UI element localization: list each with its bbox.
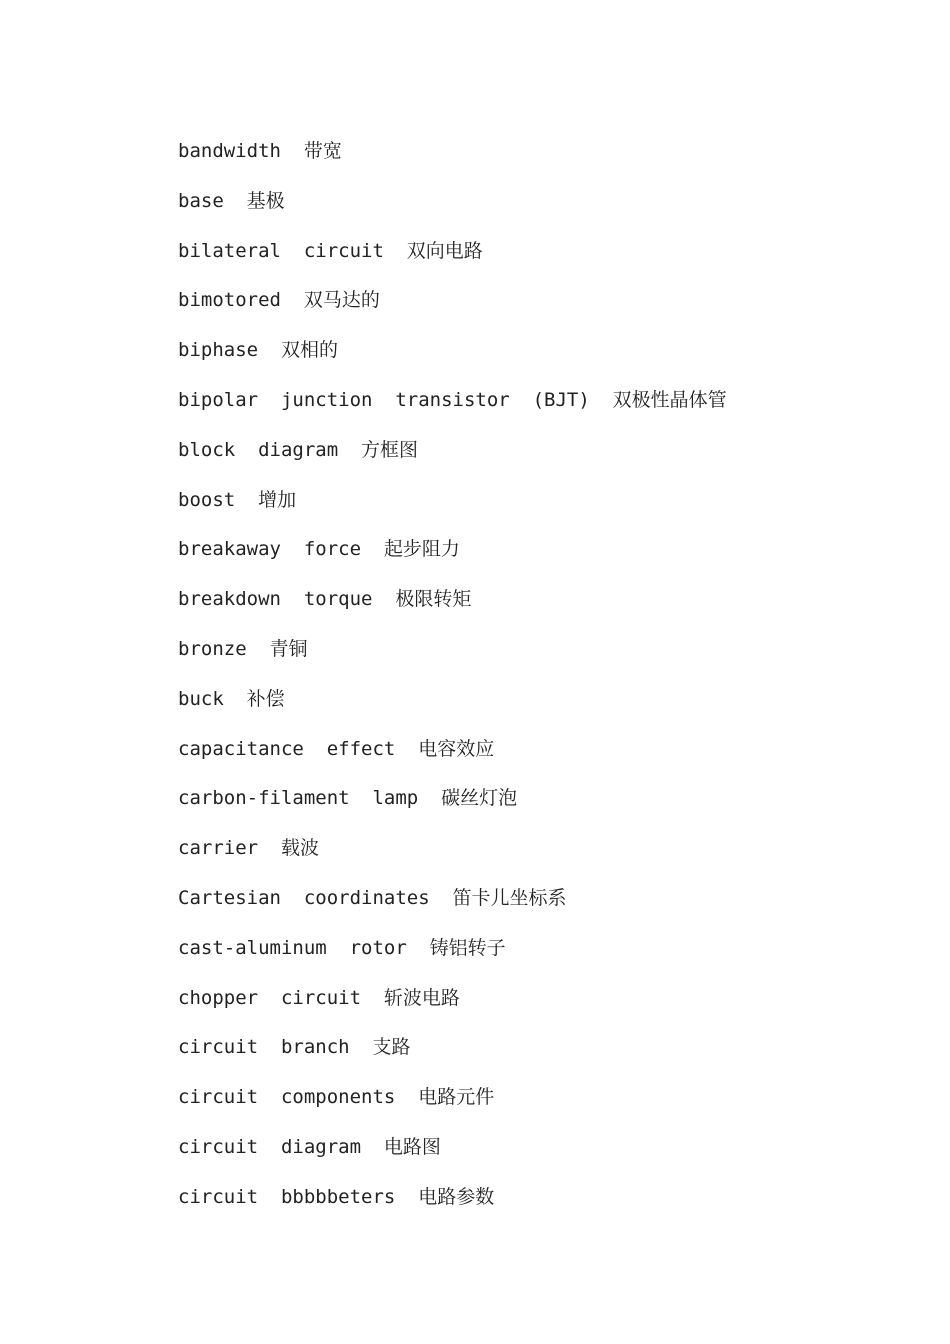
glossary-entry: biphase 双相的 [178,339,338,362]
glossary-entry: boost 增加 [178,488,297,511]
glossary-entry: circuit components 电路元件 [178,1086,495,1109]
glossary-entry: carrier 载波 [178,837,319,860]
glossary-entry: Cartesian coordinates 笛卡儿坐标系 [178,886,567,909]
glossary-entry: bronze 青铜 [178,637,308,660]
glossary-entry: circuit bbbbbeters 电路参数 [178,1185,495,1208]
glossary-list [178,134,878,1230]
glossary-entry: bimotored 双马达的 [178,289,380,312]
glossary-entry: buck 补偿 [178,687,285,710]
glossary-entry: breakaway force 起步阻力 [178,538,460,561]
glossary-entry: base 基极 [178,189,285,212]
glossary-entry: circuit diagram 电路图 [178,1135,441,1158]
glossary-entry: chopper circuit 斩波电路 [178,986,460,1009]
glossary-entry: carbon-filament lamp 碳丝灯泡 [178,787,518,810]
glossary-entry: capacitance effect 电容效应 [178,737,495,760]
glossary-entry: circuit branch 支路 [178,1036,411,1059]
glossary-entry: bipolar junction transistor (BJT) 双极性晶体管 [178,388,727,411]
glossary-entry: bilateral circuit 双向电路 [178,239,483,262]
glossary-entry: breakdown torque 极限转矩 [178,588,472,611]
glossary-entry: block diagram 方框图 [178,438,419,461]
glossary-entry: cast-aluminum rotor 铸铝转子 [178,936,506,959]
glossary-entry: bandwidth 带宽 [178,140,342,162]
